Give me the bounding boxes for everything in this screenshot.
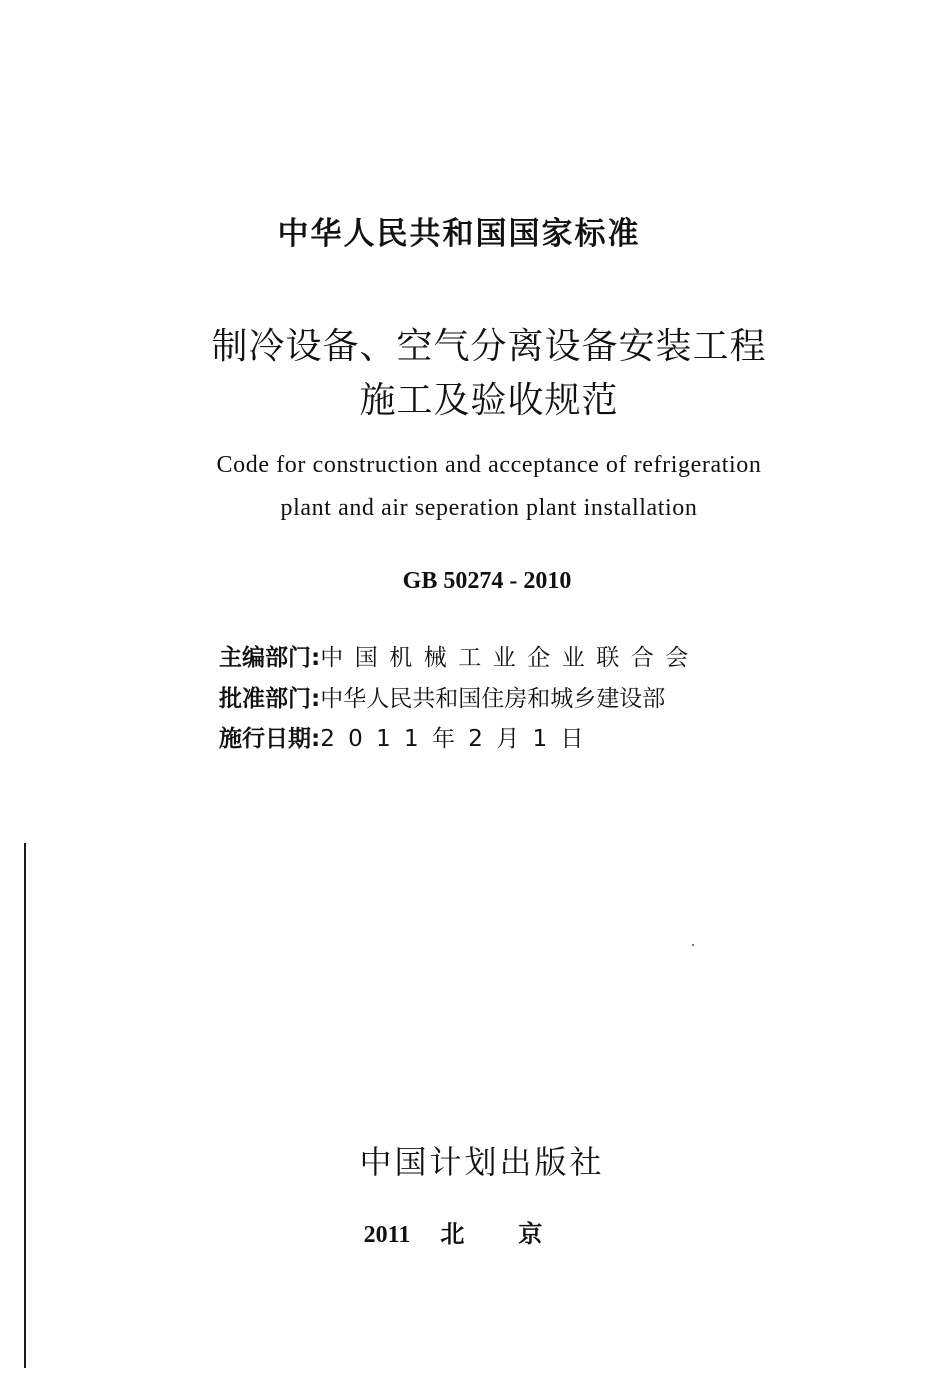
effective-date-label: 施行日期: xyxy=(219,726,321,752)
editor-label: 主编部门: xyxy=(219,645,321,671)
document-title-en-line2: plant and air seperation plant installation xyxy=(280,495,698,521)
approver-row xyxy=(219,680,665,713)
document-title-cn-line1: 制冷设备、空气分离设备安装工程 xyxy=(211,326,767,367)
publisher-name: 中国计划出版社 xyxy=(359,1143,605,1181)
publication-place xyxy=(5,1214,950,1249)
approver-value: 中华人民共和国住房和城乡建设部 xyxy=(320,686,666,712)
scan-speck xyxy=(692,944,694,946)
editor-value: 中国机械工业企业联合会 xyxy=(320,645,700,671)
standard-number: GB 50274 - 2010 xyxy=(402,568,572,594)
document-title-cn-line2: 施工及验收规范 xyxy=(359,380,619,421)
binding-edge-line xyxy=(24,843,26,1368)
publication-year: 2011 xyxy=(363,1222,411,1248)
effective-date-row xyxy=(219,720,587,753)
publication-city: 北京 xyxy=(440,1222,597,1248)
editor-row xyxy=(219,639,700,672)
approver-label: 批准部门: xyxy=(219,686,321,712)
document-title-en-line1: Code for construction and acceptance of refrigeration xyxy=(216,452,762,478)
national-standard-heading: 中华人民共和国国家标准 xyxy=(277,216,641,252)
effective-date-value: 2 0 1 1 年 2 月 1 日 xyxy=(320,726,587,752)
